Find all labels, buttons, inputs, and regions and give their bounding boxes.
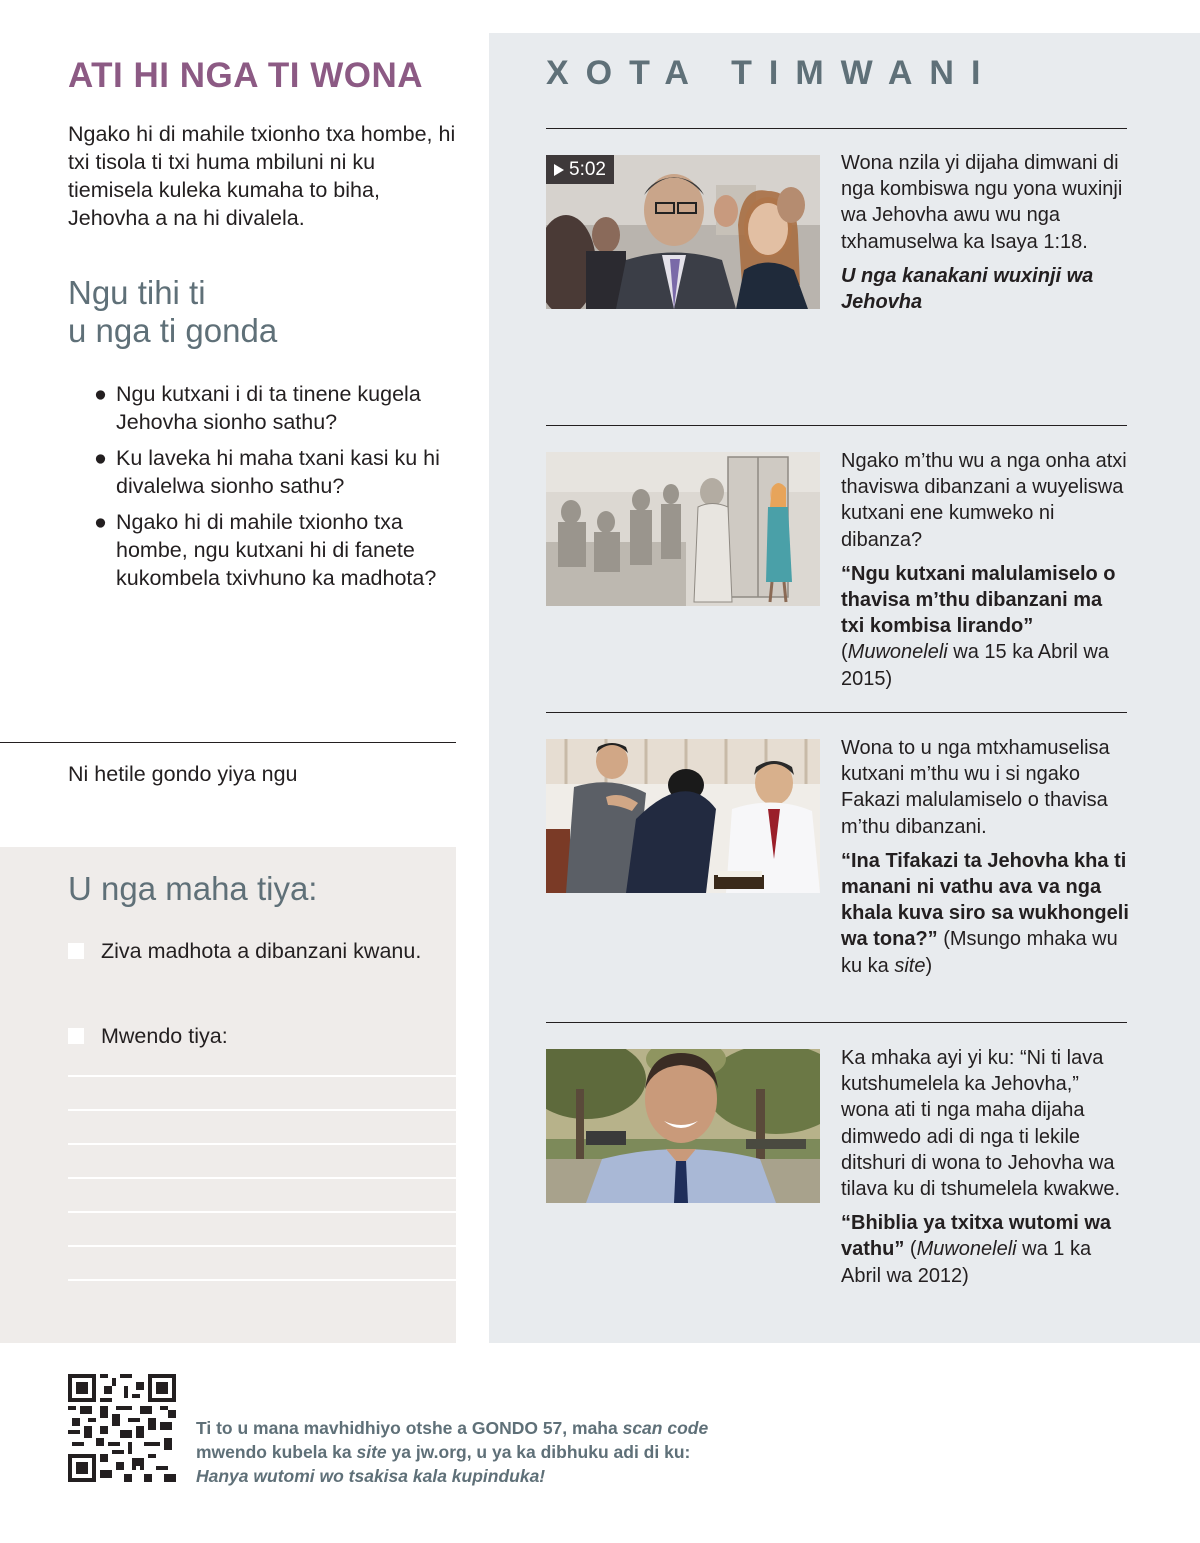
review-heading-line1: Ngu tihi ti [68, 274, 206, 311]
write-line[interactable] [68, 1211, 456, 1213]
citation-magazine: Muwoneleli [916, 1238, 1017, 1261]
review-question-text: Ngako hi di mahile txionho txa hombe, ngu kutxani hi di fanete kukombela txivhuno ka madhota? [116, 510, 437, 590]
goals-box [0, 847, 456, 1343]
completion-statement: Ni hetile gondo yiya ngu [68, 762, 298, 786]
citation-text: ( [904, 1238, 917, 1261]
citation-magazine: Muwoneleli [847, 641, 948, 664]
footer-text-part: mwendo kubela ka [196, 1442, 357, 1462]
footer-text-part: Ti to u mana mavhidhiyo otshe a GONDO 57, maha [196, 1418, 623, 1438]
review-question [94, 508, 454, 592]
explore-description: Ka mhaka ayi yi ku: “Ni ti lava kutshumelela ka Jehovha,” wona ati ti nga maha dijaha dimwedo adi di nga ti lekile ditshuri di wona to Jehovha wa tilava ku di tshumelela kwakwe. [841, 1047, 1121, 1201]
citation-text: ( [841, 641, 848, 664]
explore-description: Ngako m’thu wu a nga onha atxi thaviswa dibanzani a wuyeliswa kutxani ene kumweko ni dibanza? [841, 450, 1127, 551]
review-questions [94, 380, 454, 600]
citation-text: wa 1 ka Abril wa 2012) [841, 1238, 1092, 1287]
qr-code-icon[interactable] [68, 1374, 176, 1482]
checkbox-icon[interactable] [68, 943, 84, 959]
reference-title[interactable]: “Ngu kutxani malulamiselo o thavisa m’thu dibanzani ma txi kombisa lirando” [841, 562, 1116, 638]
video-duration-badge[interactable] [546, 155, 614, 184]
explore-reference-link[interactable]: U nga kanakani wuxinji wa Jehovha [841, 264, 1094, 314]
checkbox-icon[interactable] [68, 1028, 84, 1044]
bullet-icon: ● [94, 446, 107, 470]
video-duration: 5:02 [569, 159, 606, 180]
goals-heading: U nga maha tiya: [68, 870, 318, 907]
write-line[interactable] [68, 1109, 456, 1111]
footer-book-title: Hanya wutomi wo tsakisa kala kupinduka! [196, 1466, 546, 1486]
article-thumbnail[interactable] [546, 739, 820, 893]
reference-title[interactable]: “Ina Tifakazi ta Jehovha kha ti manani ni vathu ava va nga khala kuva siro sa wukhongeli wa tona?” [841, 849, 1129, 951]
explore-item-3 [841, 735, 1131, 979]
footer-text-part: site [356, 1442, 387, 1462]
write-line[interactable] [68, 1245, 456, 1247]
footer-text-part: scan code [622, 1418, 709, 1438]
divider [546, 712, 1127, 713]
review-question [94, 444, 454, 500]
divider [546, 1022, 1127, 1023]
summary-title: ATI HI NGA TI WONA [68, 56, 424, 95]
video-thumbnail[interactable] [546, 155, 820, 309]
write-line[interactable] [68, 1075, 456, 1077]
review-heading [68, 274, 277, 350]
explore-reference-link[interactable] [841, 848, 1131, 979]
review-question-text: Ngu kutxani i di ta tinene kugela Jehovha sionho sathu? [116, 382, 421, 434]
explore-item-4 [841, 1045, 1131, 1289]
explore-description: Wona nzila yi dijaha dimwani di nga kombiswa ngu yona wuxinji wa Jehovha awu wu nga txhamuselwa ka Isaya 1:18. [841, 152, 1123, 253]
citation-site: site [894, 954, 926, 977]
write-line[interactable] [68, 1279, 456, 1281]
bullet-icon: ● [94, 382, 107, 406]
explore-description: Wona to u nga mtxhamuselisa kutxani m’thu wu i si ngako Fakazi malulamiselo o thavisa m’thu dibanzani. [841, 737, 1110, 838]
explore-reference-link[interactable] [841, 561, 1131, 692]
explore-item-1 [841, 150, 1131, 315]
explore-reference-link[interactable] [841, 1210, 1131, 1289]
citation-text: wa 15 ka Abril wa 2015) [841, 641, 1109, 690]
explore-item-2 [841, 448, 1131, 692]
citation [841, 641, 1109, 689]
goal-item-2[interactable] [68, 1022, 438, 1050]
kingdom-hall-sketch [546, 452, 820, 606]
review-heading-line2: u nga ti gonda [68, 312, 278, 349]
bullet-icon: ● [94, 510, 107, 534]
play-icon[interactable] [554, 164, 564, 176]
citation-text: ) [925, 954, 933, 977]
goal-text: Mwendo tiya: [101, 1024, 228, 1048]
footer-text [196, 1416, 716, 1488]
write-line[interactable] [68, 1143, 456, 1145]
article-thumbnail[interactable] [546, 452, 820, 606]
citation-text: (Msungo mhaka wu ku ka [841, 928, 1118, 977]
explore-title: XOTA TIMWANI [546, 54, 998, 92]
divider [546, 425, 1127, 426]
write-line[interactable] [68, 1177, 456, 1179]
divider [0, 742, 456, 743]
elders-comfort-photo [546, 739, 820, 893]
review-question [94, 380, 454, 436]
goal-text: Ziva madhota a dibanzani kwanu. [101, 939, 422, 963]
summary-text: Ngako hi di mahile txionho txa hombe, hi txi tisola ti txi huma mbiluni ni ku tiemisela kuleka kumaha to biha, Jehovha a na hi divalela. [68, 122, 456, 230]
review-question-text: Ku laveka hi maha txani kasi ku hi divalelwa sionho sathu? [116, 446, 440, 498]
article-thumbnail[interactable] [546, 1049, 820, 1203]
smiling-man-photo [546, 1049, 820, 1203]
reference-title[interactable]: “Bhiblia ya txitxa wutomi wa vathu” [841, 1212, 1112, 1261]
goal-item-1[interactable] [68, 937, 438, 965]
divider [546, 128, 1127, 129]
footer-text-part: ya jw.org, u ya ka dibhuku adi di ku: [386, 1442, 691, 1462]
